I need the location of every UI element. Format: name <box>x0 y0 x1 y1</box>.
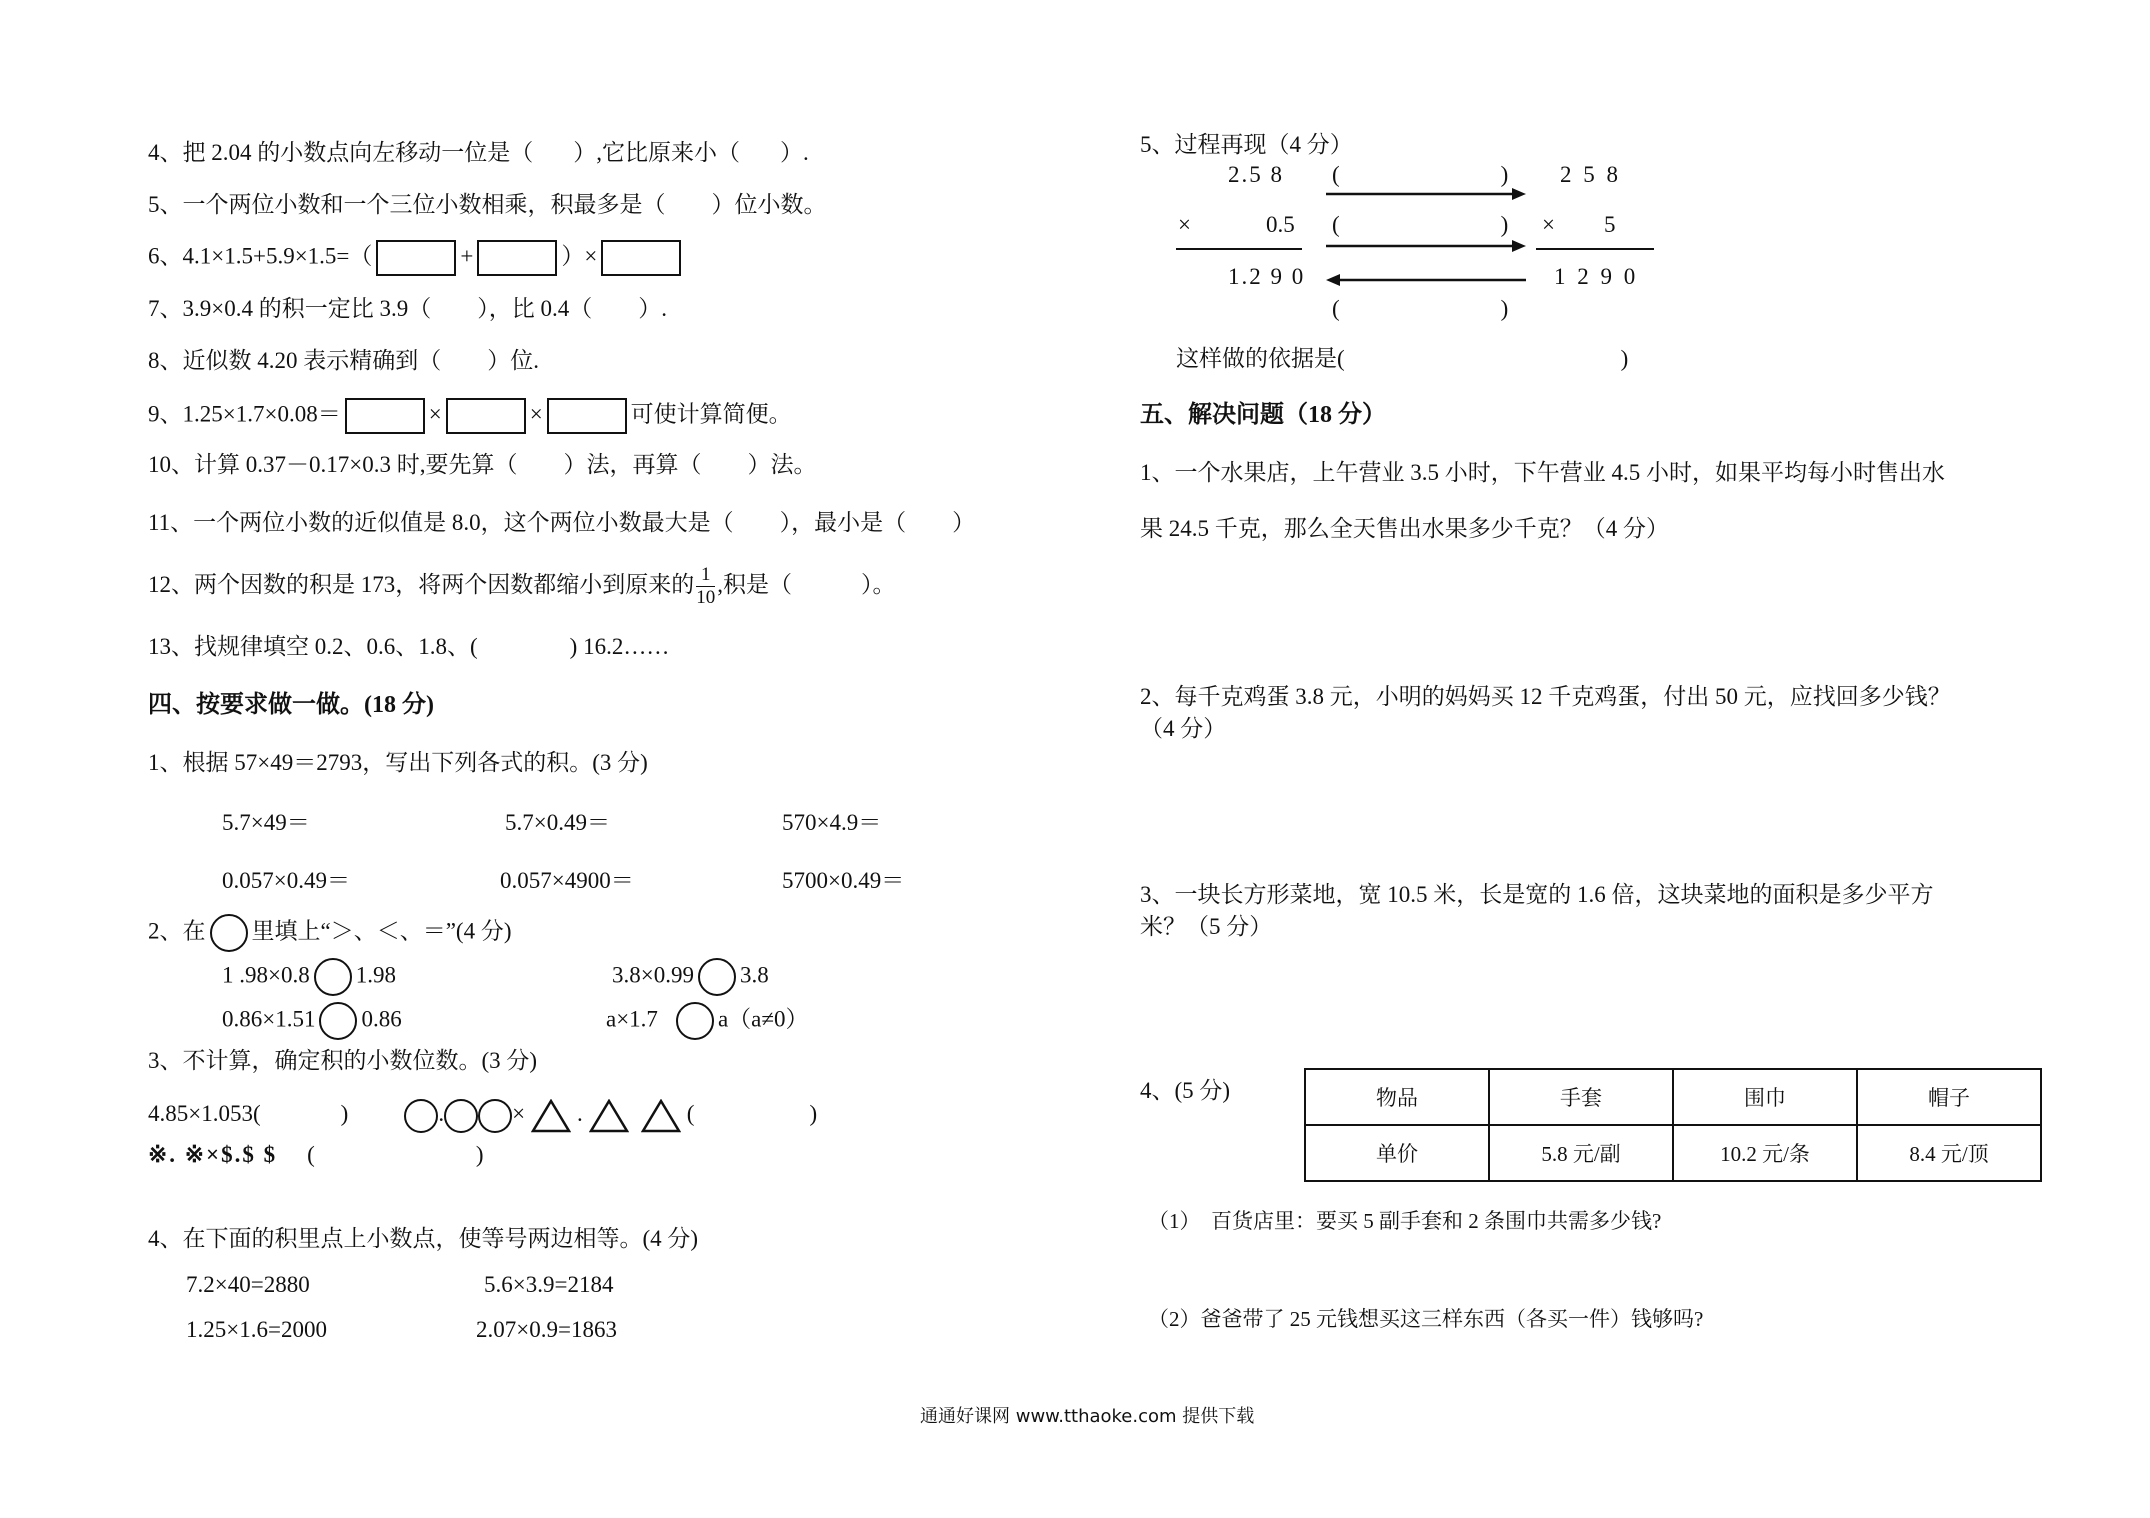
footer-credit: 通通好课网 www.tthaoke.com 提供下载 <box>920 1406 1255 1427</box>
triangle-digit-icon <box>531 1099 571 1133</box>
fraction: $\frac{1}{10}$ <box>696 564 716 609</box>
question-l10: 10、计算 0.37－0.17×0.3 时,要先算（ ）法，再算（ ）法。 <box>148 452 817 477</box>
answer-box[interactable] <box>345 398 425 434</box>
product-item: 0.057×0.49＝ <box>222 868 350 893</box>
answer-box[interactable] <box>376 240 456 276</box>
answer-box[interactable] <box>601 240 681 276</box>
circle-digit-icon <box>478 1099 512 1133</box>
right-product: 1 2 9 0 <box>1554 264 1639 289</box>
s4-question-4: 4、在下面的积里点上小数点，使等号两边相等。(4 分) <box>148 1226 699 1251</box>
problem-3-line-1: 3、一块长方形菜地，宽 10.5 米，长是宽的 1.6 倍，这块菜地的面积是多少平方 <box>1140 882 1934 907</box>
triangle-digit-icon <box>589 1099 629 1133</box>
left-multiplicand: 2.5 8 <box>1228 162 1284 187</box>
equation-item: 7.2×40=2880 <box>186 1272 310 1297</box>
triangle-digit-icon <box>641 1099 681 1133</box>
left-product: 1.2 9 0 <box>1228 264 1306 289</box>
compare-item: 0.86×1.51 0.86 <box>222 1002 402 1040</box>
question-l8: 8、近似数 4.20 表示精确到（ ）位. <box>148 348 539 373</box>
equation-item: 5.6×3.9=2184 <box>484 1272 614 1297</box>
compare-circle[interactable] <box>319 1002 357 1040</box>
process-blank-3: ( ) <box>1332 296 1509 321</box>
product-item: 0.057×4900＝ <box>500 868 634 893</box>
table-cell: 单价 <box>1305 1125 1489 1181</box>
problem-3-line-2: 米？（5 分） <box>1140 914 1273 939</box>
table-row <box>1305 1069 2041 1125</box>
basis-line: 这样做的依据是( ) <box>1176 346 1629 371</box>
problem-4-sub-2: （2）爸爸带了 25 元钱想买这三样东西（各买一件）钱够吗? <box>1148 1307 1704 1331</box>
problem-4-label: 4、(5 分) <box>1140 1078 1231 1103</box>
table-cell: 围巾 <box>1673 1069 1857 1125</box>
process-blank-2: ( ) <box>1332 212 1509 237</box>
problem-2-line-1: 2、每千克鸡蛋 3.8 元，小明的妈妈买 12 千克鸡蛋，付出 50 元，应找回多少钱？ <box>1140 684 1951 709</box>
table-cell: 帽子 <box>1857 1069 2041 1125</box>
problem-2-line-2: （4 分） <box>1140 716 1227 741</box>
compare-circle[interactable] <box>314 958 352 996</box>
circle-digit-icon <box>444 1099 478 1133</box>
product-item: 570×4.9＝ <box>782 810 882 835</box>
left-product-line <box>1176 248 1302 250</box>
s4-question-1: 1、根据 57×49＝2793，写出下列各式的积。(3 分) <box>148 750 648 775</box>
equation-item: 1.25×1.6=2000 <box>186 1317 327 1342</box>
decimal-places-row-2: ※. ※×$.$ $ ( ) <box>148 1142 484 1167</box>
answer-box[interactable] <box>446 398 526 434</box>
arrow-right-icon <box>1326 238 1526 254</box>
compare-item: 1 .98×0.8 1.98 <box>222 958 396 996</box>
right-multiplier: 5 <box>1604 212 1616 237</box>
compare-circle[interactable] <box>210 914 248 952</box>
decimal-places-row-1: 4.85×1.053( ) . × . ( ) <box>148 1094 817 1134</box>
question-l4: 4、把 2.04 的小数点向左移动一位是（ ）,它比原来小（ ）. <box>148 140 809 165</box>
product-item: 5.7×0.49＝ <box>505 810 610 835</box>
price-table <box>1304 1068 2042 1182</box>
problem-1-line-2: 果 24.5 千克，那么全天售出水果多少千克？（4 分） <box>1140 516 1669 541</box>
question-l7: 7、3.9×0.4 的积一定比 3.9（ ），比 0.4（ ）. <box>148 296 667 321</box>
answer-box[interactable] <box>547 398 627 434</box>
s4-question-3: 3、不计算，确定积的小数位数。(3 分) <box>148 1048 538 1073</box>
question-l9: 9、1.25×1.7×0.08＝ × × 可使计算简便。 <box>148 398 792 434</box>
times-sign: × <box>1178 212 1191 237</box>
circle-digit-icon <box>404 1099 438 1133</box>
right-product-line <box>1536 248 1654 250</box>
problem-4-sub-1: （1） 百货店里：要买 5 副手套和 2 条围巾共需多少钱? <box>1148 1209 1662 1233</box>
answer-box[interactable] <box>477 240 557 276</box>
product-item: 5700×0.49＝ <box>782 868 905 893</box>
process-blank-1: ( ) <box>1332 162 1509 187</box>
section-5-title: 五、解决问题（18 分） <box>1140 402 1386 428</box>
equation-item: 2.07×0.9=1863 <box>476 1317 617 1342</box>
question-l12: 12、两个因数的积是 173，将两个因数都缩小到原来的 $\frac{1}{10}$ ,积是（ ）。 <box>148 564 896 609</box>
question-l6: 6、4.1×1.5+5.9×1.5=（ + ）× <box>148 240 685 276</box>
compare-item: a×1.7 a（a≠0） <box>606 1002 808 1040</box>
compare-circle[interactable] <box>698 958 736 996</box>
section-4-title: 四、按要求做一做。(18 分) <box>148 692 434 718</box>
product-item: 5.7×49＝ <box>222 810 310 835</box>
table-cell: 10.2 元/条 <box>1673 1125 1857 1181</box>
right-multiplicand: 2 5 8 <box>1560 162 1621 187</box>
table-row <box>1305 1125 2041 1181</box>
problem-1-line-1: 1、一个水果店，上午营业 3.5 小时，下午营业 4.5 小时，如果平均每小时售出水 <box>1140 460 1945 485</box>
table-cell: 手套 <box>1489 1069 1673 1125</box>
times-sign: × <box>1542 212 1555 237</box>
table-cell: 5.8 元/副 <box>1489 1125 1673 1181</box>
arrow-left-icon <box>1326 272 1526 288</box>
arrow-right-icon <box>1326 186 1526 202</box>
s4-question-2: 2、在 里填上“＞、＜、＝”(4 分) <box>148 914 512 952</box>
left-multiplier: 0.5 <box>1266 212 1295 237</box>
question-l11: 11、一个两位小数的近似值是 8.0，这个两位小数最大是（ ），最小是（ ） <box>148 510 976 535</box>
question-l13: 13、找规律填空 0.2、0.6、1.8、( ) 16.2…… <box>148 634 670 659</box>
table-cell: 物品 <box>1305 1069 1489 1125</box>
question-l5: 5、一个两位小数和一个三位小数相乘，积最多是（ ）位小数。 <box>148 192 827 217</box>
compare-circle[interactable] <box>676 1002 714 1040</box>
table-cell: 8.4 元/顶 <box>1857 1125 2041 1181</box>
question-r5: 5、过程再现（4 分） <box>1140 132 1353 157</box>
compare-item: 3.8×0.99 3.8 <box>612 958 769 996</box>
